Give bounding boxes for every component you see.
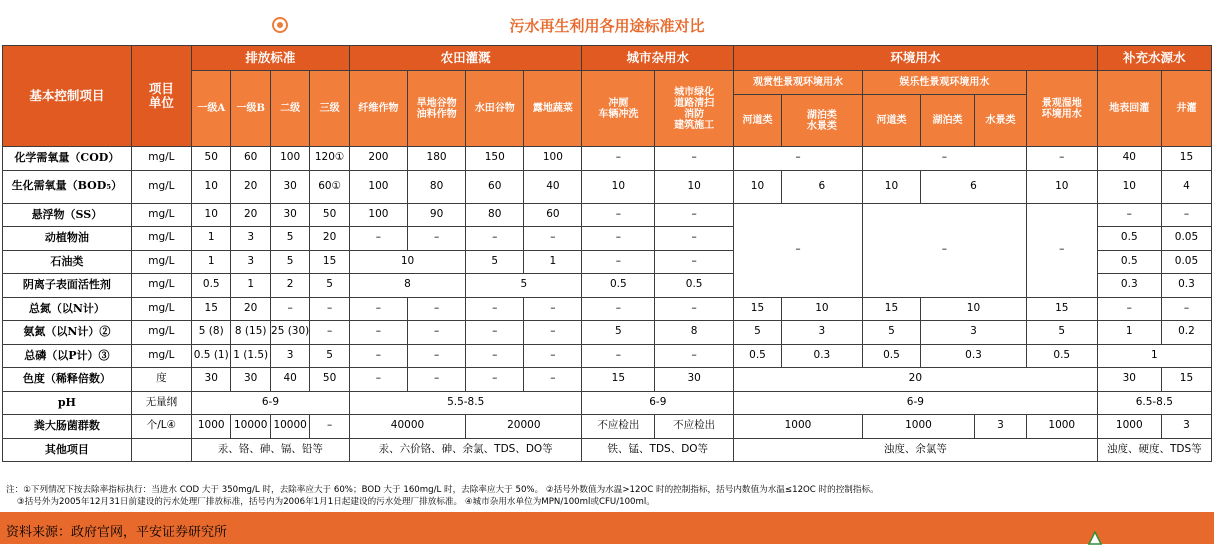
cell: – xyxy=(1161,203,1211,227)
cell: 3 xyxy=(1161,415,1211,439)
cell: 0.5 xyxy=(192,274,231,298)
cell: 0.3 xyxy=(921,344,1027,368)
cell: 5 xyxy=(466,274,582,298)
cell: 0.2 xyxy=(1161,321,1211,345)
row-label: 氨氮（以N计）② xyxy=(3,321,132,345)
cell: 10000 xyxy=(270,415,309,439)
cell: 浊度、硬度、TDS等 xyxy=(1097,438,1211,462)
cell: – xyxy=(734,147,863,171)
standards-table xyxy=(2,45,1212,462)
cell: 10 xyxy=(192,170,231,203)
group-irrigation: 农田灌溉 xyxy=(349,46,582,71)
col-well: 井灌 xyxy=(1161,71,1211,147)
cell: 90 xyxy=(408,203,466,227)
table-row xyxy=(3,147,1212,171)
col-dryland: 旱地谷物 油料作物 xyxy=(408,71,466,147)
cell: 200 xyxy=(349,147,407,171)
col-rec-fountain: 水景类 xyxy=(975,95,1027,147)
cell: 10 xyxy=(862,170,920,203)
footnote-line: 注：①下列情况下按去除率指标执行：当进水 COD 大于 350mg/L 时，去除率应大于 60%；BOD 大于 160mg/L 时，去除率应大于 50%。 ②括号外数值为水温>12OC 时的控制指标，括号内数值为水温≤12OC 时的控制指标。 xyxy=(6,485,879,495)
cell: – xyxy=(524,321,582,345)
cell: 20000 xyxy=(466,415,582,439)
cell: 不应检出 xyxy=(582,415,655,439)
cell: 1000 xyxy=(734,415,863,439)
cell: 40 xyxy=(1097,147,1161,171)
row-label: 石油类 xyxy=(3,250,132,274)
cell: 15 xyxy=(192,297,231,321)
cell: 0.5 (1) xyxy=(192,344,231,368)
cell: 5 xyxy=(466,250,524,274)
cell: 30 xyxy=(270,170,309,203)
cell: 6-9 xyxy=(734,391,1097,415)
cell: 20 xyxy=(231,297,270,321)
cell: 0.5 xyxy=(862,344,920,368)
cell: – xyxy=(270,297,309,321)
cell: – xyxy=(1161,297,1211,321)
table-row xyxy=(3,368,1212,392)
col-paddy: 水田谷物 xyxy=(466,71,524,147)
cell: 0.05 xyxy=(1161,227,1211,251)
company-logo-icon xyxy=(1088,531,1102,545)
table-row xyxy=(3,321,1212,345)
env-ornamental: 观赏性景观环境用水 xyxy=(734,71,863,95)
cell: 15 xyxy=(862,297,920,321)
cell: 8 xyxy=(655,321,734,345)
cell: 10 xyxy=(734,170,782,203)
footnotes xyxy=(6,484,1206,508)
cell: – xyxy=(655,344,734,368)
cell: 0.05 xyxy=(1161,250,1211,274)
row-label: 其他项目 xyxy=(3,438,132,462)
cell: 120① xyxy=(310,147,349,171)
cell: 6-9 xyxy=(192,391,350,415)
cell: – xyxy=(655,250,734,274)
basic-items-header: 基本控制项目 xyxy=(3,46,132,147)
cell: 1 xyxy=(524,250,582,274)
cell: 1000 xyxy=(1026,415,1097,439)
cell: 5 (8) xyxy=(192,321,231,345)
cell: 6.5-8.5 xyxy=(1097,391,1211,415)
cell: 6 xyxy=(781,170,862,203)
cell: 3 xyxy=(231,227,270,251)
cell: 1000 xyxy=(192,415,231,439)
col-wetland: 景观湿地 环境用水 xyxy=(1026,71,1097,147)
col-rec-river: 河道类 xyxy=(862,95,920,147)
row-label: 动植物油 xyxy=(3,227,132,251)
cell: – xyxy=(582,250,655,274)
col-vegetable: 露地蔬菜 xyxy=(524,71,582,147)
cell: 15 xyxy=(1161,368,1211,392)
title-row xyxy=(0,0,1214,42)
cell: 8 (15) xyxy=(231,321,270,345)
row-label: pH xyxy=(3,391,132,415)
cell: – xyxy=(408,368,466,392)
row-unit: mg/L xyxy=(131,297,191,321)
cell: – xyxy=(734,203,863,297)
cell: 10 xyxy=(582,170,655,203)
table-row xyxy=(3,170,1212,203)
cell: – xyxy=(582,344,655,368)
cell: 60 xyxy=(231,147,270,171)
cell: 40 xyxy=(270,368,309,392)
row-label: 粪大肠菌群数 xyxy=(3,415,132,439)
table-row xyxy=(3,297,1212,321)
cell: 50 xyxy=(192,147,231,171)
cell: 不应检出 xyxy=(655,415,734,439)
cell: 10 xyxy=(1026,170,1097,203)
cell: 30 xyxy=(270,203,309,227)
cell: 2 xyxy=(270,274,309,298)
cell: 5 xyxy=(310,344,349,368)
cell: 1000 xyxy=(862,415,974,439)
row-label: 化学需氧量（COD） xyxy=(3,147,132,171)
cell: – xyxy=(349,297,407,321)
cell: 6 xyxy=(921,170,1027,203)
env-recreational: 娱乐性景观环境用水 xyxy=(862,71,1026,95)
col-2: 二级 xyxy=(270,71,309,147)
cell: 0.5 xyxy=(1097,250,1161,274)
cell: – xyxy=(524,368,582,392)
cell: 30 xyxy=(231,368,270,392)
cell: 5 xyxy=(1026,321,1097,345)
cell: 60 xyxy=(524,203,582,227)
group-environment: 环境用水 xyxy=(734,46,1097,71)
table-row xyxy=(3,344,1212,368)
cell: 15 xyxy=(1161,147,1211,171)
group-supply: 补充水源水 xyxy=(1097,46,1211,71)
cell: 5 xyxy=(582,321,655,345)
row-unit: mg/L xyxy=(131,250,191,274)
page-title: 污水再生利用各用途标准对比 xyxy=(509,17,705,35)
row-label: 悬浮物（SS） xyxy=(3,203,132,227)
cell: 5 xyxy=(310,274,349,298)
row-label: 总磷（以P计）③ xyxy=(3,344,132,368)
col-3: 三级 xyxy=(310,71,349,147)
cell: – xyxy=(408,321,466,345)
cell: 10 xyxy=(192,203,231,227)
cell: 100 xyxy=(349,203,407,227)
col-orn-river: 河道类 xyxy=(734,95,782,147)
footnote-line: ③括号外为2005年12月31日前建设的污水处理厂排放标准，括号内为2006年1月1日起建设的污水处理厂排放标准。 ④城市杂用水单位为MPN/100ml或CFU/100ml。 xyxy=(6,497,655,507)
cell: 100 xyxy=(524,147,582,171)
cell: 4 xyxy=(1161,170,1211,203)
cell: – xyxy=(655,227,734,251)
table-row xyxy=(3,438,1212,462)
cell: – xyxy=(1097,297,1161,321)
cell: – xyxy=(466,368,524,392)
row-label: 色度（稀释倍数） xyxy=(3,368,132,392)
col-1b: 一级B xyxy=(231,71,270,147)
col-greening: 城市绿化 道路清扫 消防 建筑施工 xyxy=(655,71,734,147)
cell: 50 xyxy=(310,368,349,392)
unit-header: 项目 单位 xyxy=(131,46,191,147)
cell: 浊度、余氯等 xyxy=(734,438,1097,462)
cell: 10000 xyxy=(231,415,270,439)
cell: 1000 xyxy=(1097,415,1161,439)
col-fiber: 纤维作物 xyxy=(349,71,407,147)
cell: 50 xyxy=(310,203,349,227)
cell: 15 xyxy=(1026,297,1097,321)
source-bar xyxy=(0,512,1214,544)
cell: 25 (30) xyxy=(270,321,309,345)
cell: – xyxy=(582,203,655,227)
cell: 10 xyxy=(655,170,734,203)
cell: 20 xyxy=(231,170,270,203)
cell: 5 xyxy=(862,321,920,345)
cell: – xyxy=(1097,203,1161,227)
cell: 5 xyxy=(270,250,309,274)
cell: 3 xyxy=(975,415,1027,439)
cell: 40 xyxy=(524,170,582,203)
col-orn-lake: 湖泊类 水景类 xyxy=(781,95,862,147)
cell: – xyxy=(466,344,524,368)
table-row xyxy=(3,203,1212,227)
cell: – xyxy=(408,344,466,368)
cell: 0.3 xyxy=(781,344,862,368)
cell: 汞、六价铬、砷、余氯、TDS、DO等 xyxy=(349,438,582,462)
col-rec-lake: 湖泊类 xyxy=(921,95,975,147)
col-surface-recharge: 地表回灌 xyxy=(1097,71,1161,147)
cell: 3 xyxy=(270,344,309,368)
cell: 1 (1.5) xyxy=(231,344,270,368)
col-1a: 一级A xyxy=(192,71,231,147)
col-flush: 冲厕 车辆冲洗 xyxy=(582,71,655,147)
cell: 60① xyxy=(310,170,349,203)
cell: – xyxy=(1026,203,1097,297)
row-unit: mg/L xyxy=(131,203,191,227)
cell: – xyxy=(466,227,524,251)
row-unit: 度 xyxy=(131,368,191,392)
cell: 1 xyxy=(192,227,231,251)
row-unit: mg/L xyxy=(131,227,191,251)
row-unit: mg/L xyxy=(131,321,191,345)
cell: 0.3 xyxy=(1097,274,1161,298)
cell: – xyxy=(310,321,349,345)
cell: 1 xyxy=(1097,321,1161,345)
cell: 60 xyxy=(466,170,524,203)
cell: 0.5 xyxy=(734,344,782,368)
cell: 150 xyxy=(466,147,524,171)
cell: – xyxy=(1026,147,1097,171)
cell: 20 xyxy=(734,368,1097,392)
cell: 100 xyxy=(349,170,407,203)
source-text: 资料来源：政府官网，平安证券研究所 xyxy=(6,525,228,540)
cell: 0.5 xyxy=(655,274,734,298)
group-urban: 城市杂用水 xyxy=(582,46,734,71)
cell: – xyxy=(349,321,407,345)
cell: 20 xyxy=(310,227,349,251)
cell: – xyxy=(466,321,524,345)
cell: 3 xyxy=(781,321,862,345)
cell: 15 xyxy=(310,250,349,274)
cell: 1 xyxy=(1097,344,1211,368)
cell: 8 xyxy=(349,274,465,298)
cell: 0.5 xyxy=(582,274,655,298)
cell: 30 xyxy=(192,368,231,392)
cell: 80 xyxy=(408,170,466,203)
cell: – xyxy=(862,203,1026,297)
cell: – xyxy=(408,227,466,251)
cell: 15 xyxy=(582,368,655,392)
table-row xyxy=(3,415,1212,439)
cell: – xyxy=(349,344,407,368)
cell: 180 xyxy=(408,147,466,171)
row-unit: 个/L④ xyxy=(131,415,191,439)
cell: – xyxy=(655,147,734,171)
cell: 10 xyxy=(781,297,862,321)
table-row xyxy=(3,391,1212,415)
cell: 铁、锰、TDS、DO等 xyxy=(582,438,734,462)
cell: – xyxy=(582,297,655,321)
cell: – xyxy=(466,297,524,321)
cell: 汞、铬、砷、镉、铅等 xyxy=(192,438,350,462)
cell: 3 xyxy=(231,250,270,274)
cell: 10 xyxy=(349,250,465,274)
cell: 0.5 xyxy=(1097,227,1161,251)
row-unit: 无量纲 xyxy=(131,391,191,415)
cell: 5 xyxy=(734,321,782,345)
cell: – xyxy=(582,227,655,251)
cell: 1 xyxy=(192,250,231,274)
cell: – xyxy=(310,415,349,439)
cell: – xyxy=(524,344,582,368)
cell: 5 xyxy=(270,227,309,251)
cell: 10 xyxy=(921,297,1027,321)
row-unit xyxy=(131,438,191,462)
cell: – xyxy=(408,297,466,321)
row-label: 总氮（以N计） xyxy=(3,297,132,321)
cell: – xyxy=(655,203,734,227)
cell: 30 xyxy=(655,368,734,392)
cell: – xyxy=(310,297,349,321)
cell: – xyxy=(862,147,1026,171)
cell: – xyxy=(582,147,655,171)
cell: – xyxy=(655,297,734,321)
cell: 5.5-8.5 xyxy=(349,391,582,415)
cell: 40000 xyxy=(349,415,465,439)
cell: – xyxy=(349,227,407,251)
row-label: 生化需氧量（BOD₅） xyxy=(3,170,132,203)
cell: 6-9 xyxy=(582,391,734,415)
cell: – xyxy=(524,227,582,251)
cell: 80 xyxy=(466,203,524,227)
cell: 0.5 xyxy=(1026,344,1097,368)
cell: 1 xyxy=(231,274,270,298)
cell: 0.3 xyxy=(1161,274,1211,298)
cell: – xyxy=(349,368,407,392)
cell: 100 xyxy=(270,147,309,171)
group-discharge: 排放标准 xyxy=(192,46,350,71)
row-unit: mg/L xyxy=(131,344,191,368)
cell: 3 xyxy=(921,321,1027,345)
cell: – xyxy=(524,297,582,321)
row-unit: mg/L xyxy=(131,147,191,171)
row-label: 阴离子表面活性剂 xyxy=(3,274,132,298)
cell: 30 xyxy=(1097,368,1161,392)
row-unit: mg/L xyxy=(131,274,191,298)
cell: 10 xyxy=(1097,170,1161,203)
row-unit: mg/L xyxy=(131,170,191,203)
cell: 15 xyxy=(734,297,782,321)
cell: 20 xyxy=(231,203,270,227)
